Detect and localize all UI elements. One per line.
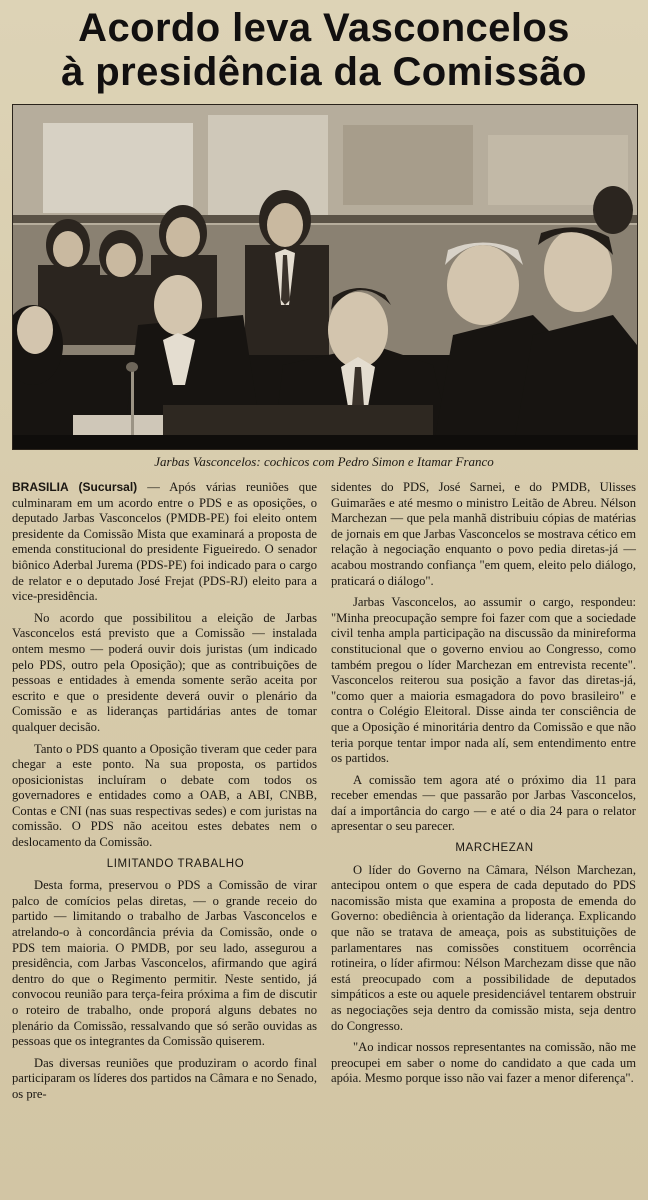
paragraph: No acordo que possibilitou a eleição de Jarbas Vasconcelos está previsto que a Comissão — instalada ontem mesmo — poderá ouvir dois juristas (um indicado pelo PDS, outro pela Oposição); que as contribuições de pessoas e entidades à emenda somente serão aceita por escrito e que o presidente deverá ouvir o plenário da Comissão e as lideranças partidárias antes de tomar qualquer decisão. — [12, 610, 317, 734]
paragraph: Jarbas Vasconcelos, ao assumir o cargo, respondeu: "Minha preocupação sempre foi fazer com que a sociedade civil tenha ampla participação na discussão da minireforma constitucional que o governo enviou ao Congresso, como também pregou o líder Marchezan em entrevista recente". Vasconcelos reiterou sua posição a favor das diretas-já, "como quer a maioria esmagadora do povo brasileiro" e contra o Colégio Eleitoral. Disse ainda ter consciência de que a Oposição é minoritária dentro da Comissão e que não teria porque tentar impor nada alí, sem entendimento entre os partidos. — [331, 595, 636, 766]
news-photo — [12, 104, 638, 450]
paragraph: Tanto o PDS quanto a Oposição tiveram que ceder para chegar a este ponto. Na sua proposta, os partidos oposicionistas incluíram o debate com todos os governadores e entidades como a OAB, a ABI, CNBB, Contas e CNI (nas suas respectivas sedes) e com juristas na comissão. O PDS não aceitou estes debates nem o deslocamento da Comissão. — [12, 741, 317, 850]
paragraph: O líder do Governo na Câmara, Nélson Marchezan, antecipou ontem o que espera de cada deputado do PDS nacomissão mista que examina a proposta de emenda do Governo: obediência à orientação da liderança. Explicando que não se tratava de ameaça, pois as substituições de parlamentares nas comissões constituem ocorrência rotineira, o líder afirmou: Nélson Marchezam disse que não está preocupado com a possibilidade de deputados simpáticos a este ou aquele presidenciável tentarem obstruir as negociações seja dentro da comissão mista, seja dentro do Congresso. — [331, 862, 636, 1033]
paragraph: Desta forma, preservou o PDS a Comissão de virar palco de comícios pelas diretas, — o grande receio do partido — limitando o trabalho de Jarbas Vasconcelos e atrelando-o à concordância prévia da Comissão, onde o PDS tem maioria. O PMDB, por seu lado, assegurou a presidência, com Jarbas Vasconcelos, afirmando que agirá dentro do que o Regimento permitir. Neste sentido, já convocou reunião para terça-feira próxima a fim de discutir o roteiro de trabalho, onde proporá alguns debates no plenário da Comissão, ressalvando que só serão ouvidas as pessoas que os integrantes da Comissão quiserem. — [12, 878, 317, 1049]
dateline: BRASILIA (Sucursal) — [12, 480, 138, 494]
section-subhead: MARCHEZAN — [455, 842, 534, 855]
paragraph: sidentes do PDS, José Sarnei, e do PMDB, Ulisses Guimarães e até mesmo o ministro Leitão de Abreu. Nélson Marchezan — que pela manhã distribuiu cópias de matérias de jornais em que Jarbas Vasconcelos se mostrava cético em relação à negociação enquanto o povo pedia diretas-já — acabou mostrando confiança "em quem, eleito pelo diálogo, praticará o diálogo". — [331, 480, 636, 588]
article-column-left — [12, 480, 317, 1109]
section-subhead: LIMITANDO TRABALHO — [106, 857, 245, 870]
article-column-right — [331, 480, 636, 1109]
photo-illustration — [13, 105, 637, 449]
headline-line-1: Acordo leva Vasconcelos — [78, 6, 570, 50]
paragraph: "Ao indicar nossos representantes na comissão, não me preocupei em saber o nome do candidato a que cada um apóia. Mesmo porque isso não vai fazer a menor diferença". — [331, 1040, 636, 1086]
photo-caption: Jarbas Vasconcelos: cochicos com Pedro Simon e Itamar Franco — [154, 454, 494, 469]
paragraph — [12, 480, 317, 605]
headline-line-2: à presidência da Comissão — [61, 50, 587, 94]
paragraph: Das diversas reuniões que produziram o acordo final participaram os líderes dos partidos na Câmara e no Senado, os pre- — [12, 1055, 317, 1101]
paragraph-text: — Após várias reuniões que culminaram em um acordo entre o PDS e as oposições, o deputado Jarbas Vasconcelos (PMDB-PE) foi eleito ontem presidente da Comissão Mista que examinará a proposta de emenda constitucional do presidente Figueiredo. O senador biônico Aderbal Jurema (PDS-PE) foi indicado para o cargo de relator e o deputado José Frejat (PDS-RJ) eleito para a vice-presidência. — [12, 480, 317, 604]
headline — [12, 6, 636, 94]
paragraph: A comissão tem agora até o próximo dia 11 para receber emendas — que passarão por Jarbas Vasconcelos, daí a importância do cargo — e até o dia 24 para o relator apresentar o seu parecer. — [331, 772, 636, 834]
article-columns — [12, 480, 636, 1109]
